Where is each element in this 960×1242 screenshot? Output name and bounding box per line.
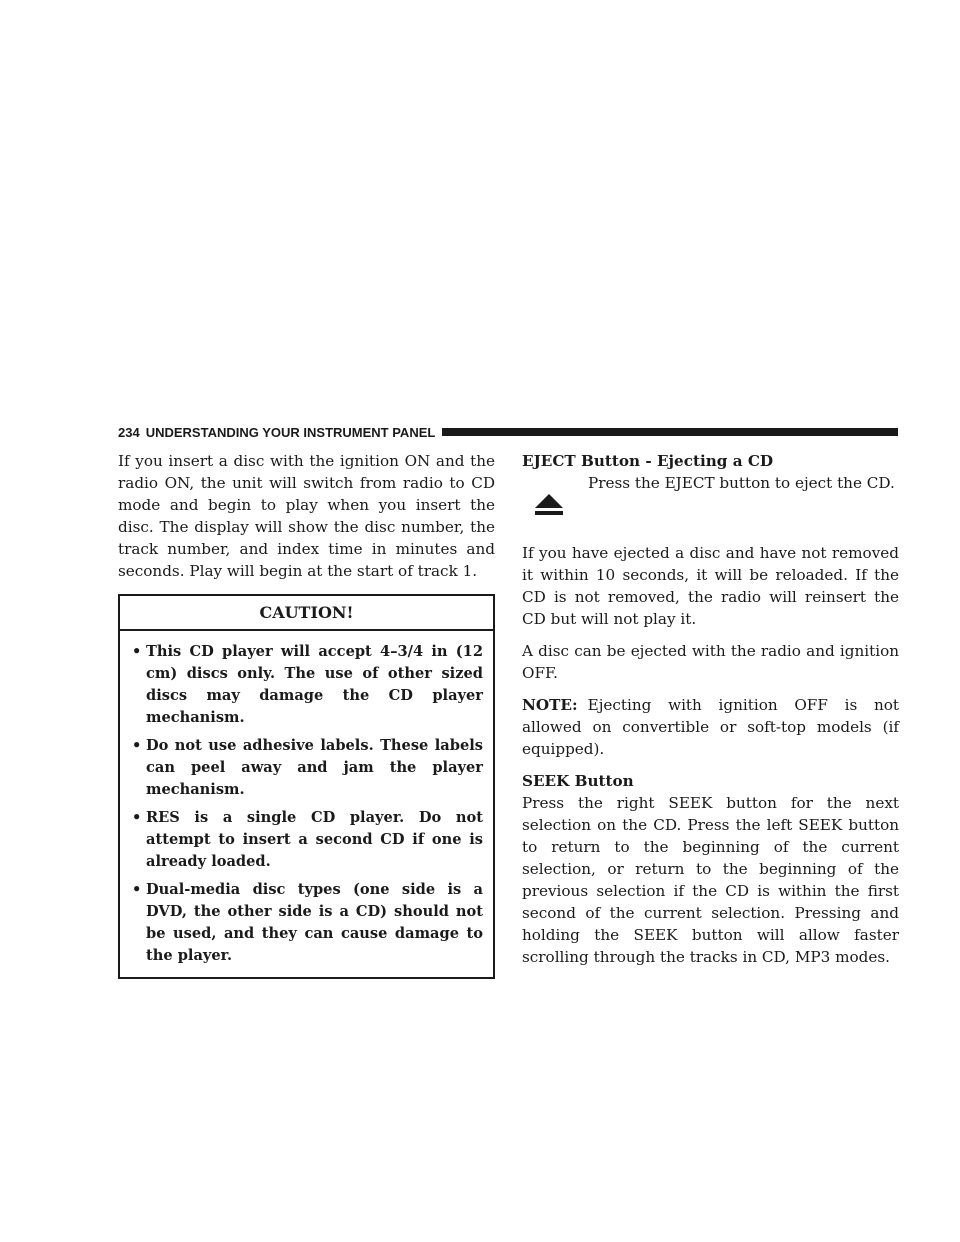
caution-item: [132, 641, 483, 729]
eject-heading: EJECT Button - Ejecting a CD: [522, 452, 774, 470]
eject-instruction: Press the EJECT button to eject the CD.: [588, 474, 895, 492]
bullet-icon: •: [132, 881, 142, 898]
caution-item-text: Do not use adhesive labels. These labels can peel away and jam the player mechanism.: [146, 737, 483, 798]
right-column: [522, 450, 899, 978]
section-title: UNDERSTANDING YOUR INSTRUMENT PANEL: [145, 424, 436, 440]
bullet-icon: •: [132, 643, 142, 660]
eject-icon: [522, 472, 588, 542]
caution-item-text: RES is a single CD player. Do not attempt to insert a second CD if one is already loaded.: [146, 809, 483, 870]
page-header: [118, 424, 898, 440]
caution-list: [120, 631, 493, 977]
note-label: NOTE:: [522, 696, 578, 714]
reload-paragraph: If you have ejected a disc and have not removed it within 10 seconds, it will be reloaded. If the CD is not removed, the radio will reinsert the CD but will not play it.: [522, 544, 899, 628]
caution-box: [118, 594, 495, 979]
left-column: [118, 450, 495, 979]
seek-heading: SEEK Button: [522, 772, 634, 790]
caution-item: [132, 735, 483, 801]
eject-off-paragraph: A disc can be ejected with the radio and ignition OFF.: [522, 642, 899, 682]
header-rule: [442, 428, 898, 436]
bullet-icon: •: [132, 809, 142, 826]
page-number: 234: [118, 424, 140, 440]
caution-item-text: This CD player will accept 4–3/4 in (12 cm) discs only. The use of other sized discs may damage the CD player mechanism.: [146, 643, 483, 726]
note-paragraph: [522, 694, 899, 760]
intro-paragraph: If you insert a disc with the ignition ON and the radio ON, the unit will switch from radio to CD mode and begin to play when you insert the disc. The display will show the disc number, the track number, and index time in minutes and seconds. Play will begin at the start of track 1.: [118, 452, 495, 580]
caution-item: [132, 879, 483, 967]
bullet-icon: •: [132, 737, 142, 754]
caution-title: CAUTION!: [120, 596, 493, 631]
eject-row: [522, 472, 899, 542]
note-text: Ejecting with ignition OFF is not allowed on convertible or soft-top models (if equipped).: [522, 696, 899, 758]
caution-item: [132, 807, 483, 873]
seek-paragraph: Press the right SEEK button for the next selection on the CD. Press the left SEEK button to return to the beginning of the current selection, or return to the beginning of the previous selection if the CD is within the first second of the current selection. Pressing and holding the SEEK button will allow faster scrolling through the tracks in CD, MP3 modes.: [522, 794, 899, 966]
caution-item-text: Dual-media disc types (one side is a DVD, the other side is a CD) should not be used, and they can cause damage to the player.: [146, 881, 483, 964]
